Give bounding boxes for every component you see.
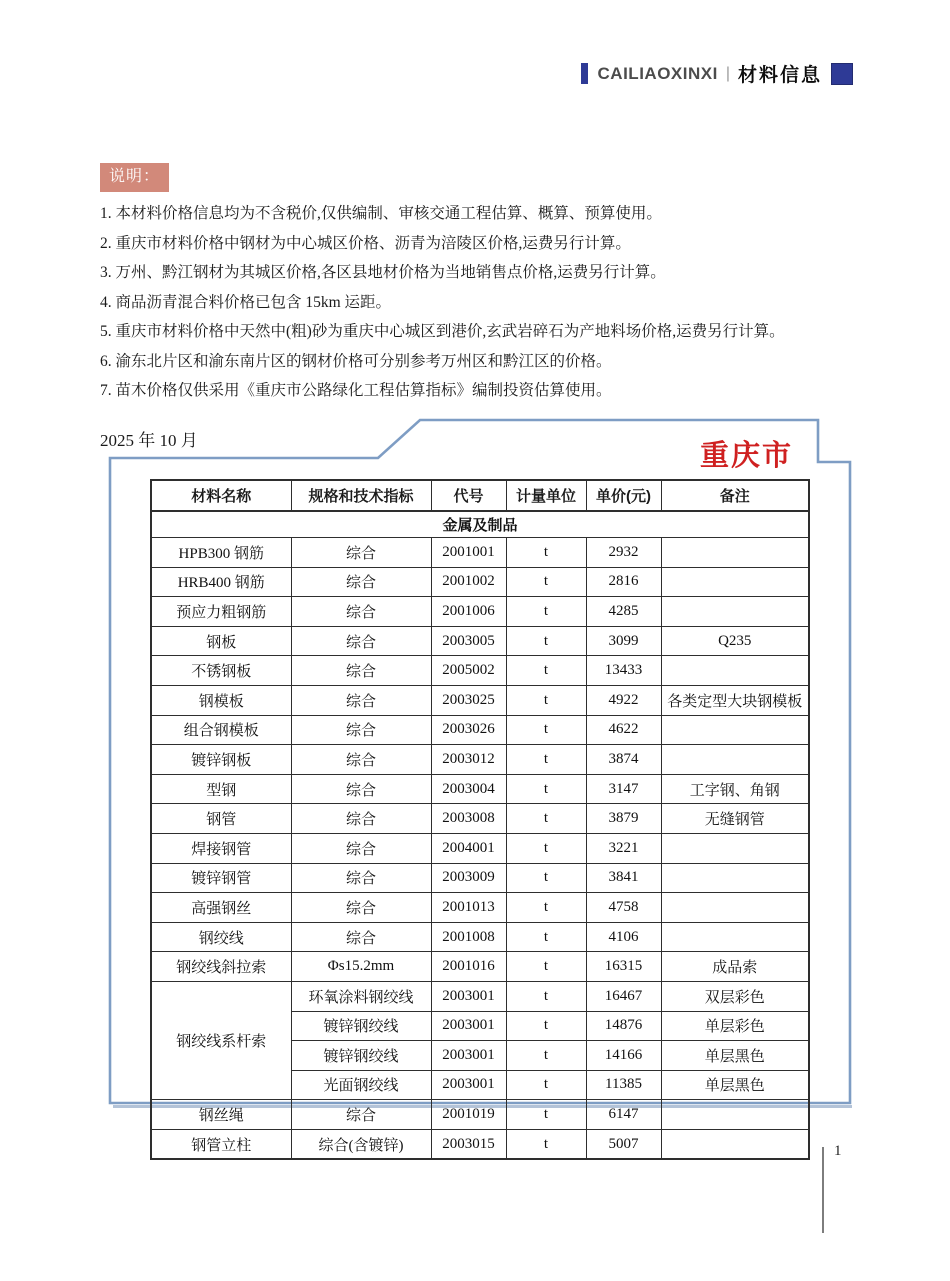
table-row [151, 511, 809, 538]
price-cell: 3099 [586, 626, 661, 656]
page-header [581, 60, 853, 87]
material-name-cell: 镀锌钢板 [151, 745, 291, 775]
table-row [151, 893, 809, 923]
material-name-cell: 钢管 [151, 804, 291, 834]
spec-cell: 综合 [291, 863, 431, 893]
price-cell: 4285 [586, 597, 661, 627]
table-row [151, 1100, 809, 1130]
note-cell [661, 922, 809, 952]
note-cell [661, 1129, 809, 1159]
price-cell: 3874 [586, 745, 661, 775]
unit-cell: t [506, 597, 586, 627]
note-item: 6. 渝东北片区和渝东南片区的钢材价格可分别参考万州区和黔江区的价格。 [100, 352, 612, 370]
spec-cell: 综合 [291, 774, 431, 804]
brand-separator: | [725, 64, 730, 82]
code-cell: 2003015 [431, 1129, 506, 1159]
price-cell: 5007 [586, 1129, 661, 1159]
unit-cell: t [506, 1041, 586, 1071]
code-cell: 2003009 [431, 863, 506, 893]
code-cell: 2003012 [431, 745, 506, 775]
unit-cell: t [506, 981, 586, 1011]
spec-cell: 综合 [291, 922, 431, 952]
price-cell: 3147 [586, 774, 661, 804]
price-table-body [151, 511, 809, 1159]
note-cell: 成品索 [661, 952, 809, 982]
spec-cell: 综合 [291, 833, 431, 863]
price-cell: 4758 [586, 893, 661, 923]
note-cell: 无缝钢管 [661, 804, 809, 834]
table-row [151, 597, 809, 627]
notes-list [100, 206, 870, 399]
material-name-cell: 钢管立柱 [151, 1129, 291, 1159]
price-cell: 6147 [586, 1100, 661, 1130]
table-row [151, 804, 809, 834]
unit-cell: t [506, 922, 586, 952]
material-name-cell: 型钢 [151, 774, 291, 804]
col-header-price: 单价(元) [586, 480, 661, 511]
unit-cell: t [506, 715, 586, 745]
price-cell: 11385 [586, 1070, 661, 1100]
code-cell: 2003005 [431, 626, 506, 656]
code-cell: 2003001 [431, 981, 506, 1011]
note-cell [661, 745, 809, 775]
material-name-cell: 钢绞线 [151, 922, 291, 952]
unit-cell: t [506, 538, 586, 568]
note-cell: 单层黑色 [661, 1041, 809, 1071]
price-cell: 3879 [586, 804, 661, 834]
unit-cell: t [506, 567, 586, 597]
footer-rule [822, 1147, 824, 1233]
table-row [151, 715, 809, 745]
unit-cell: t [506, 685, 586, 715]
spec-cell: 镀锌钢绞线 [291, 1041, 431, 1071]
spec-cell: 综合(含镀锌) [291, 1129, 431, 1159]
col-header-material-name: 材料名称 [151, 480, 291, 511]
material-name-cell: 焊接钢管 [151, 833, 291, 863]
unit-cell: t [506, 1011, 586, 1041]
col-header-unit: 计量单位 [506, 480, 586, 511]
col-header-code: 代号 [431, 480, 506, 511]
material-name-cell: 钢模板 [151, 685, 291, 715]
price-cell: 13433 [586, 656, 661, 686]
note-cell: 各类定型大块钢模板 [661, 685, 809, 715]
note-item: 1. 本材料价格信息均为不含税价,仅供编制、审核交通工程估算、概算、预算使用。 [100, 205, 662, 222]
material-name-cell: 钢板 [151, 626, 291, 656]
spec-cell: 综合 [291, 538, 431, 568]
brand-square-icon [831, 63, 853, 85]
notes-section [100, 163, 870, 413]
material-name-cell: 高强钢丝 [151, 893, 291, 923]
price-cell: 4622 [586, 715, 661, 745]
table-row [151, 745, 809, 775]
price-cell: 2932 [586, 538, 661, 568]
material-name-cell: 钢绞线系杆索 [151, 981, 291, 1099]
table-row [151, 685, 809, 715]
code-cell: 2001001 [431, 538, 506, 568]
code-cell: 2003001 [431, 1041, 506, 1071]
unit-cell: t [506, 1070, 586, 1100]
unit-cell: t [506, 1100, 586, 1130]
spec-cell: 光面钢绞线 [291, 1070, 431, 1100]
note-item: 4. 商品沥青混合料价格已包含 15km 运距。 [100, 293, 392, 311]
spec-cell: 综合 [291, 626, 431, 656]
material-name-cell: 不锈钢板 [151, 656, 291, 686]
code-cell: 2001013 [431, 893, 506, 923]
notes-badge: 说明： [100, 163, 169, 192]
code-cell: 2003026 [431, 715, 506, 745]
date-label: 2025 年 10 月 [100, 431, 198, 450]
code-cell: 2001019 [431, 1100, 506, 1130]
brand-bar-icon [581, 63, 588, 84]
material-name-cell: 组合钢模板 [151, 715, 291, 745]
table-row [151, 1129, 809, 1159]
note-item: 7. 苗木价格仅供采用《重庆市公路绿化工程估算指标》编制投资估算使用。 [100, 382, 612, 399]
page-number: 1 [834, 1143, 842, 1159]
unit-cell: t [506, 774, 586, 804]
unit-cell: t [506, 893, 586, 923]
code-cell: 2001016 [431, 952, 506, 982]
code-cell: 2005002 [431, 656, 506, 686]
note-item: 5. 重庆市材料价格中天然中(粗)砂为重庆中心城区到港价,玄武岩碎石为产地料场价格,运费另行计算。 [100, 323, 785, 340]
price-cell: 4922 [586, 685, 661, 715]
unit-cell: t [506, 1129, 586, 1159]
unit-cell: t [506, 804, 586, 834]
note-cell [661, 597, 809, 627]
spec-cell: 综合 [291, 893, 431, 923]
material-name-cell: 钢绞线斜拉索 [151, 952, 291, 982]
region-label: 重庆市 [700, 440, 794, 472]
code-cell: 2001002 [431, 567, 506, 597]
spec-cell: 综合 [291, 656, 431, 686]
table-row [151, 538, 809, 568]
note-cell: 单层黑色 [661, 1070, 809, 1100]
price-cell: 14876 [586, 1011, 661, 1041]
price-cell: 16467 [586, 981, 661, 1011]
spec-cell: 综合 [291, 685, 431, 715]
note-cell [661, 656, 809, 686]
brand-title: 材料信息 [737, 65, 822, 86]
spec-cell: 镀锌钢绞线 [291, 1011, 431, 1041]
spec-cell: 综合 [291, 597, 431, 627]
col-header-spec: 规格和技术指标 [291, 480, 431, 511]
code-cell: 2001008 [431, 922, 506, 952]
price-cell: 3841 [586, 863, 661, 893]
table-row [151, 981, 809, 1011]
material-name-cell: HPB300 钢筋 [151, 538, 291, 568]
table-row [151, 626, 809, 656]
note-cell: 双层彩色 [661, 981, 809, 1011]
table-row [151, 833, 809, 863]
code-cell: 2003008 [431, 804, 506, 834]
note-cell [661, 893, 809, 923]
section-header-cell: 金属及制品 [151, 511, 809, 538]
note-cell [661, 1100, 809, 1130]
material-name-cell: 预应力粗钢筋 [151, 597, 291, 627]
col-header-note: 备注 [661, 480, 809, 511]
price-cell: 2816 [586, 567, 661, 597]
unit-cell: t [506, 833, 586, 863]
note-cell [661, 538, 809, 568]
spec-cell: 环氧涂料钢绞线 [291, 981, 431, 1011]
table-row [151, 774, 809, 804]
table-row [151, 567, 809, 597]
note-cell [661, 715, 809, 745]
material-price-table [150, 479, 810, 1160]
material-name-cell: 镀锌钢管 [151, 863, 291, 893]
unit-cell: t [506, 745, 586, 775]
code-cell: 2003001 [431, 1011, 506, 1041]
price-cell: 3221 [586, 833, 661, 863]
price-cell: 14166 [586, 1041, 661, 1071]
price-cell: 4106 [586, 922, 661, 952]
code-cell: 2003001 [431, 1070, 506, 1100]
spec-cell: Φs15.2mm [291, 952, 431, 982]
code-cell: 2003004 [431, 774, 506, 804]
note-item: 3. 万州、黔江钢材为其城区价格,各区县地材价格为当地销售点价格,运费另行计算。 [100, 264, 666, 281]
table-row [151, 656, 809, 686]
table-header-row [151, 480, 809, 511]
note-cell [661, 567, 809, 597]
table-row [151, 863, 809, 893]
spec-cell: 综合 [291, 715, 431, 745]
note-item: 2. 重庆市材料价格中钢材为中心城区价格、沥青为涪陵区价格,运费另行计算。 [100, 234, 631, 252]
code-cell: 2003025 [431, 685, 506, 715]
spec-cell: 综合 [291, 1100, 431, 1130]
material-name-cell: 钢丝绳 [151, 1100, 291, 1130]
price-cell: 16315 [586, 952, 661, 982]
spec-cell: 综合 [291, 745, 431, 775]
note-cell: 单层彩色 [661, 1011, 809, 1041]
unit-cell: t [506, 626, 586, 656]
note-cell [661, 863, 809, 893]
unit-cell: t [506, 656, 586, 686]
brand-name: CAILIAOXINXI [597, 63, 718, 83]
note-cell: 工字钢、角钢 [661, 774, 809, 804]
code-cell: 2001006 [431, 597, 506, 627]
code-cell: 2004001 [431, 833, 506, 863]
table-row [151, 952, 809, 982]
spec-cell: 综合 [291, 567, 431, 597]
note-cell: Q235 [661, 626, 809, 656]
unit-cell: t [506, 952, 586, 982]
note-cell [661, 833, 809, 863]
material-name-cell: HRB400 钢筋 [151, 567, 291, 597]
spec-cell: 综合 [291, 804, 431, 834]
table-row [151, 922, 809, 952]
unit-cell: t [506, 863, 586, 893]
